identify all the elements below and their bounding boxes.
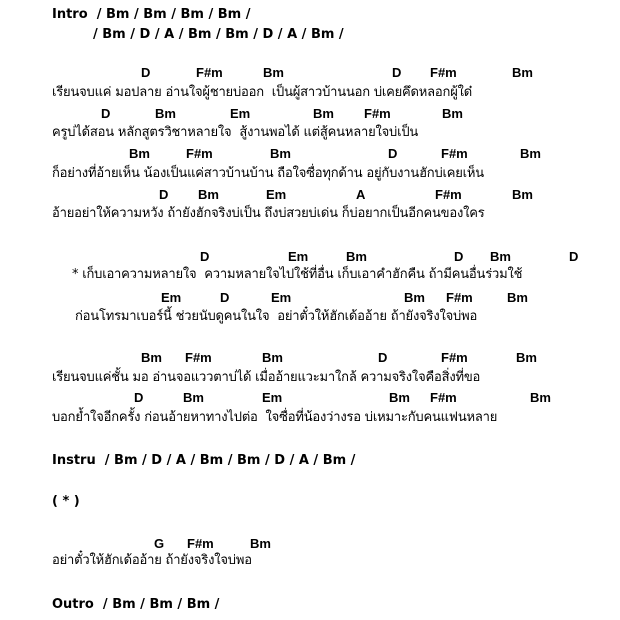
chord-label: F#m — [185, 350, 212, 365]
lyric-line: เรียนจบแค่ มอปลาย อ่านใจผู้ชายบ่ออก เป็นผู้สาวบ้านนอก บ่เคยคึดหลอกผู้ใด๋ — [52, 85, 473, 100]
lyric-line: ครูบ่ได้สอน หลักสูตรวิชาหลายใจ สู้งานพอได้ แต่สู้คนหลายใจบ่เป็น — [52, 125, 419, 140]
chord-label: Bm — [198, 187, 219, 202]
chord-label: F#m — [441, 350, 468, 365]
chord-label: Em — [230, 106, 251, 121]
chord-label: Em — [266, 187, 287, 202]
chord-label: Bm — [141, 350, 162, 365]
chord-label: F#m — [435, 187, 462, 202]
chord-label: D — [454, 249, 464, 264]
lyric-line: อ้ายอย่าให้ความหวัง ถ้ายังฮักจริงบ่เป็น ถึงบ่สวยบ่เด่น ก็บ่อยากเป็นอีกคนของใคร — [52, 206, 485, 221]
chord-label: Em — [271, 290, 292, 305]
chord-label: F#m — [196, 65, 223, 80]
chord-label: F#m — [187, 536, 214, 551]
chord-label: Bm — [263, 65, 284, 80]
chord-label: F#m — [441, 146, 468, 161]
lyric-line: * เก็บเอาความหลายใจ ความหลายใจไปใช้ที่อื่น เก็บเอาคำฮักคืน ถ้ามีคนอื่นร่วมใช้ — [72, 267, 523, 282]
intro-line-1: Intro / Bm / Bm / Bm / Bm / — [52, 7, 251, 22]
chord-label: F#m — [364, 106, 391, 121]
outro-line: Outro / Bm / Bm / Bm / — [52, 597, 220, 612]
chord-label: Bm — [512, 187, 533, 202]
chord-label: D — [141, 65, 151, 80]
chord-label: Em — [161, 290, 182, 305]
chord-label: D — [220, 290, 230, 305]
chord-label: F#m — [446, 290, 473, 305]
chord-label: F#m — [430, 65, 457, 80]
chord-label: Bm — [129, 146, 150, 161]
chord-label: Bm — [270, 146, 291, 161]
chord-label: D — [392, 65, 402, 80]
chord-label: G — [154, 536, 165, 551]
chord-label: Bm — [530, 390, 551, 405]
lyric-line: บอกย้ำใจอีกครั้ง ก่อนอ้ายหาทางไปต่อ ใจซื่อที่น้องว่างรอ บ่เหมาะกับคนแฟนหลาย — [52, 410, 498, 425]
lyric-line: เรียนจบแค่ชั้น มอ อ่านจอแววตาบ่ได้ เมื่ออ้ายแวะมาใกล้ ความจริงใจคือสิ่งที่ขอ — [52, 370, 481, 385]
chorus-repeat-marker: ( * ) — [52, 494, 80, 509]
chord-label: Bm — [404, 290, 425, 305]
intro-line-2: / Bm / D / A / Bm / Bm / D / A / Bm / — [93, 27, 344, 42]
chord-label: D — [159, 187, 169, 202]
chord-label: Bm — [442, 106, 463, 121]
chord-label: Bm — [389, 390, 410, 405]
chord-label: Bm — [507, 290, 528, 305]
chord-label: F#m — [430, 390, 457, 405]
chord-label: Bm — [512, 65, 533, 80]
chord-label: Em — [288, 249, 309, 264]
chord-label: D — [200, 249, 210, 264]
chord-label: Bm — [490, 249, 511, 264]
chord-label: Em — [262, 390, 283, 405]
chord-label: Bm — [516, 350, 537, 365]
chord-label: Bm — [250, 536, 271, 551]
instrumental-line: Instru / Bm / D / A / Bm / Bm / D / A / Bm / — [52, 453, 356, 468]
chord-label: Bm — [313, 106, 334, 121]
chord-label: D — [101, 106, 111, 121]
chord-label: F#m — [186, 146, 213, 161]
chord-label: D — [388, 146, 398, 161]
lyric-line: ก็อย่างที่อ้ายเห็น น้องเป็นแค่สาวบ้านบ้าน ถือใจซื่อทุกด้าน อยู่กับงานฮักบ่เคยเห็น — [52, 166, 484, 181]
chord-label: Bm — [520, 146, 541, 161]
chord-label: D — [569, 249, 579, 264]
chord-label: Bm — [346, 249, 367, 264]
ending-lyric-line: อย่าตั๋วให้ฮักเด้ออ้าย ถ้ายังจริงใจบ่พอ — [52, 553, 252, 568]
chord-label: A — [356, 187, 366, 202]
chord-label: D — [378, 350, 388, 365]
chord-label: Bm — [183, 390, 204, 405]
chord-label: Bm — [262, 350, 283, 365]
lyric-line: ก่อนโทรมาเบอร์นี้ ช่วยนับดูคนในใจ อย่าตั๋วให้ฮักเด้ออ้าย ถ้ายังจริงใจบ่พอ — [75, 309, 478, 324]
chord-label: Bm — [155, 106, 176, 121]
chord-label: D — [134, 390, 144, 405]
